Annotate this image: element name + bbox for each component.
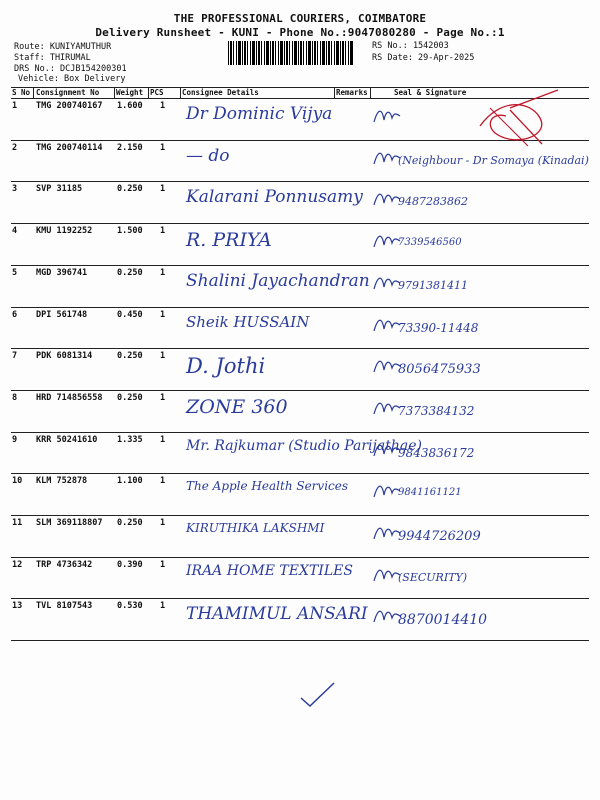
row-consignee-handwritten: Shalini Jayachandran <box>186 270 370 291</box>
col-consignee: Consignee Details <box>182 88 259 97</box>
row-divider <box>11 265 589 266</box>
row-weight: 0.250 <box>117 392 143 403</box>
row-signature-handwritten: 7373384132 <box>398 403 475 418</box>
row-weight: 0.250 <box>117 351 143 362</box>
col-divider <box>334 88 335 98</box>
col-remarks: Remarks <box>336 88 368 97</box>
signature-scribble <box>372 231 402 253</box>
row-signature-handwritten: 9944726209 <box>398 529 481 544</box>
row-serial-number: 4 <box>12 226 18 237</box>
row-consignee-handwritten: Dr Dominic Vijya <box>186 104 333 124</box>
row-weight: 1.600 <box>117 101 143 111</box>
row-weight: 0.450 <box>117 309 143 320</box>
barcode <box>228 41 354 65</box>
col-sno: S No <box>12 88 31 97</box>
row-signature-handwritten: (Neighbour - Dr Somaya (Kinadai) <box>398 153 589 167</box>
row-consignee-handwritten: Kalarani Ponnusamy <box>186 187 363 208</box>
row-serial-number: 7 <box>12 351 18 362</box>
signature-scribble <box>372 523 402 545</box>
row-consignment-number: TMG 200740114 <box>36 142 103 153</box>
row-consignment-number: KLM 752878 <box>36 476 88 487</box>
row-pieces: 1 <box>160 101 166 111</box>
col-seal-signature: Seal & Signature <box>394 88 467 97</box>
checkmark-icon <box>298 680 338 710</box>
row-consignment-number: HRD 714856558 <box>36 392 103 403</box>
staff-text: Staff: THIRUMAL <box>14 53 91 63</box>
row-pieces: 1 <box>160 559 166 570</box>
col-divider <box>180 88 181 98</box>
row-divider <box>11 307 589 308</box>
row-signature-handwritten: 7339546560 <box>398 237 462 249</box>
row-divider <box>11 181 589 182</box>
row-signature-handwritten: 9843836172 <box>398 445 475 460</box>
row-pieces: 1 <box>160 184 166 195</box>
red-stamp-mark <box>470 88 565 150</box>
signature-scribble <box>372 356 402 378</box>
row-pieces: 1 <box>160 476 166 487</box>
route-text: Route: KUNIYAMUTHUR <box>14 42 112 52</box>
signature-scribble <box>372 481 402 503</box>
rs-date: RS Date: 29-Apr-2025 <box>372 53 475 63</box>
row-serial-number: 10 <box>12 476 23 487</box>
row-consignee-handwritten: R. PRIYA <box>186 229 272 252</box>
row-pieces: 1 <box>160 434 166 445</box>
vehicle-text: Vehicle: Box Delivery <box>18 74 126 84</box>
signature-scribble <box>372 189 402 211</box>
drs-text: DRS No.: DCJB154200301 <box>14 64 127 74</box>
row-pieces: 1 <box>160 601 166 612</box>
row-consignee-handwritten: Sheik HUSSAIN <box>186 312 310 331</box>
row-serial-number: 12 <box>12 559 23 570</box>
row-consignment-number: SVP 31185 <box>36 184 83 195</box>
signature-scribble <box>372 148 402 170</box>
signature-scribble <box>372 273 402 295</box>
row-weight: 0.250 <box>117 267 143 278</box>
row-pieces: 1 <box>160 351 166 362</box>
row-consignee-handwritten: THAMIMUL ANSARI <box>186 604 368 625</box>
row-signature-handwritten: 73390-11448 <box>398 320 479 335</box>
col-divider <box>33 88 34 98</box>
row-consignee-handwritten: The Apple Health Services <box>186 479 349 494</box>
row-signature-handwritten: 9841161121 <box>398 487 462 499</box>
signature-scribble <box>372 565 402 587</box>
row-consignment-number: KMU 1192252 <box>36 226 93 237</box>
row-divider <box>11 223 589 224</box>
row-consignment-number: MGD 396741 <box>36 267 88 278</box>
row-signature-handwritten: (SECURITY) <box>398 570 468 584</box>
row-signature-handwritten: 9487283862 <box>398 195 468 209</box>
row-divider <box>11 557 589 558</box>
row-consignment-number: SLM 369118807 <box>36 518 103 528</box>
row-divider <box>11 598 589 599</box>
row-pieces: 1 <box>160 392 166 403</box>
row-signature-handwritten: 8870014410 <box>398 612 488 629</box>
row-divider <box>11 432 589 433</box>
row-serial-number: 2 <box>12 142 18 153</box>
col-divider <box>148 88 149 98</box>
row-consignee-handwritten: — do <box>186 145 230 166</box>
row-serial-number: 11 <box>12 518 23 528</box>
row-consignee-handwritten: KIRUTHIKA LAKSHMI <box>186 521 325 535</box>
row-weight: 0.530 <box>117 601 143 612</box>
row-weight: 1.500 <box>117 226 143 237</box>
rs-number: RS No.: 1542003 <box>372 41 449 51</box>
row-divider <box>11 640 589 641</box>
row-consignment-number: TMG 200740167 <box>36 101 103 111</box>
signature-scribble <box>372 106 402 128</box>
row-divider <box>11 473 589 474</box>
row-signature-handwritten: 8056475933 <box>398 362 481 378</box>
col-divider <box>370 88 371 98</box>
row-consignment-number: KRR 50241610 <box>36 434 98 445</box>
row-pieces: 1 <box>160 142 166 153</box>
row-pieces: 1 <box>160 226 166 237</box>
col-pcs: PCS <box>150 88 164 97</box>
row-signature-handwritten: 9791381411 <box>398 278 468 292</box>
row-serial-number: 1 <box>12 101 18 111</box>
col-divider <box>114 88 115 98</box>
row-divider <box>11 390 589 391</box>
row-weight: 0.390 <box>117 559 143 570</box>
signature-scribble <box>372 315 402 337</box>
row-serial-number: 3 <box>12 184 18 195</box>
row-serial-number: 8 <box>12 392 18 403</box>
signature-scribble <box>372 398 402 420</box>
row-weight: 2.150 <box>117 142 143 153</box>
col-weight: Weight <box>116 88 144 97</box>
row-consignee-handwritten: IRAA HOME TEXTILES <box>186 562 353 579</box>
row-consignment-number: PDK 6081314 <box>36 351 93 362</box>
row-pieces: 1 <box>160 267 166 278</box>
company-title: THE PROFESSIONAL COURIERS, COIMBATORE <box>173 12 427 25</box>
row-serial-number: 13 <box>12 601 23 612</box>
signature-scribble <box>372 606 402 628</box>
row-consignment-number: TVL 8107543 <box>36 601 93 612</box>
row-serial-number: 6 <box>12 309 18 320</box>
row-weight: 0.250 <box>117 518 143 528</box>
row-weight: 0.250 <box>117 184 143 195</box>
row-pieces: 1 <box>160 309 166 320</box>
runsheet-subtitle: Delivery Runsheet - KUNI - Phone No.:9047080280 - Page No.:1 <box>95 26 505 39</box>
row-consignment-number: DPI 561748 <box>36 309 88 320</box>
row-consignee-handwritten: ZONE 360 <box>186 395 288 418</box>
row-serial-number: 5 <box>12 267 18 278</box>
row-consignee-handwritten: D. Jothi <box>186 354 266 379</box>
row-serial-number: 9 <box>12 434 18 445</box>
col-consignment: Consignment No <box>36 88 100 97</box>
row-consignee-handwritten: Mr. Rajkumar (Studio Parijathae) <box>186 437 422 454</box>
row-weight: 1.100 <box>117 476 143 487</box>
row-consignment-number: TRP 4736342 <box>36 559 93 570</box>
row-weight: 1.335 <box>117 434 143 445</box>
row-pieces: 1 <box>160 518 166 528</box>
row-divider <box>11 348 589 349</box>
row-divider <box>11 515 589 516</box>
signature-scribble <box>372 440 402 462</box>
